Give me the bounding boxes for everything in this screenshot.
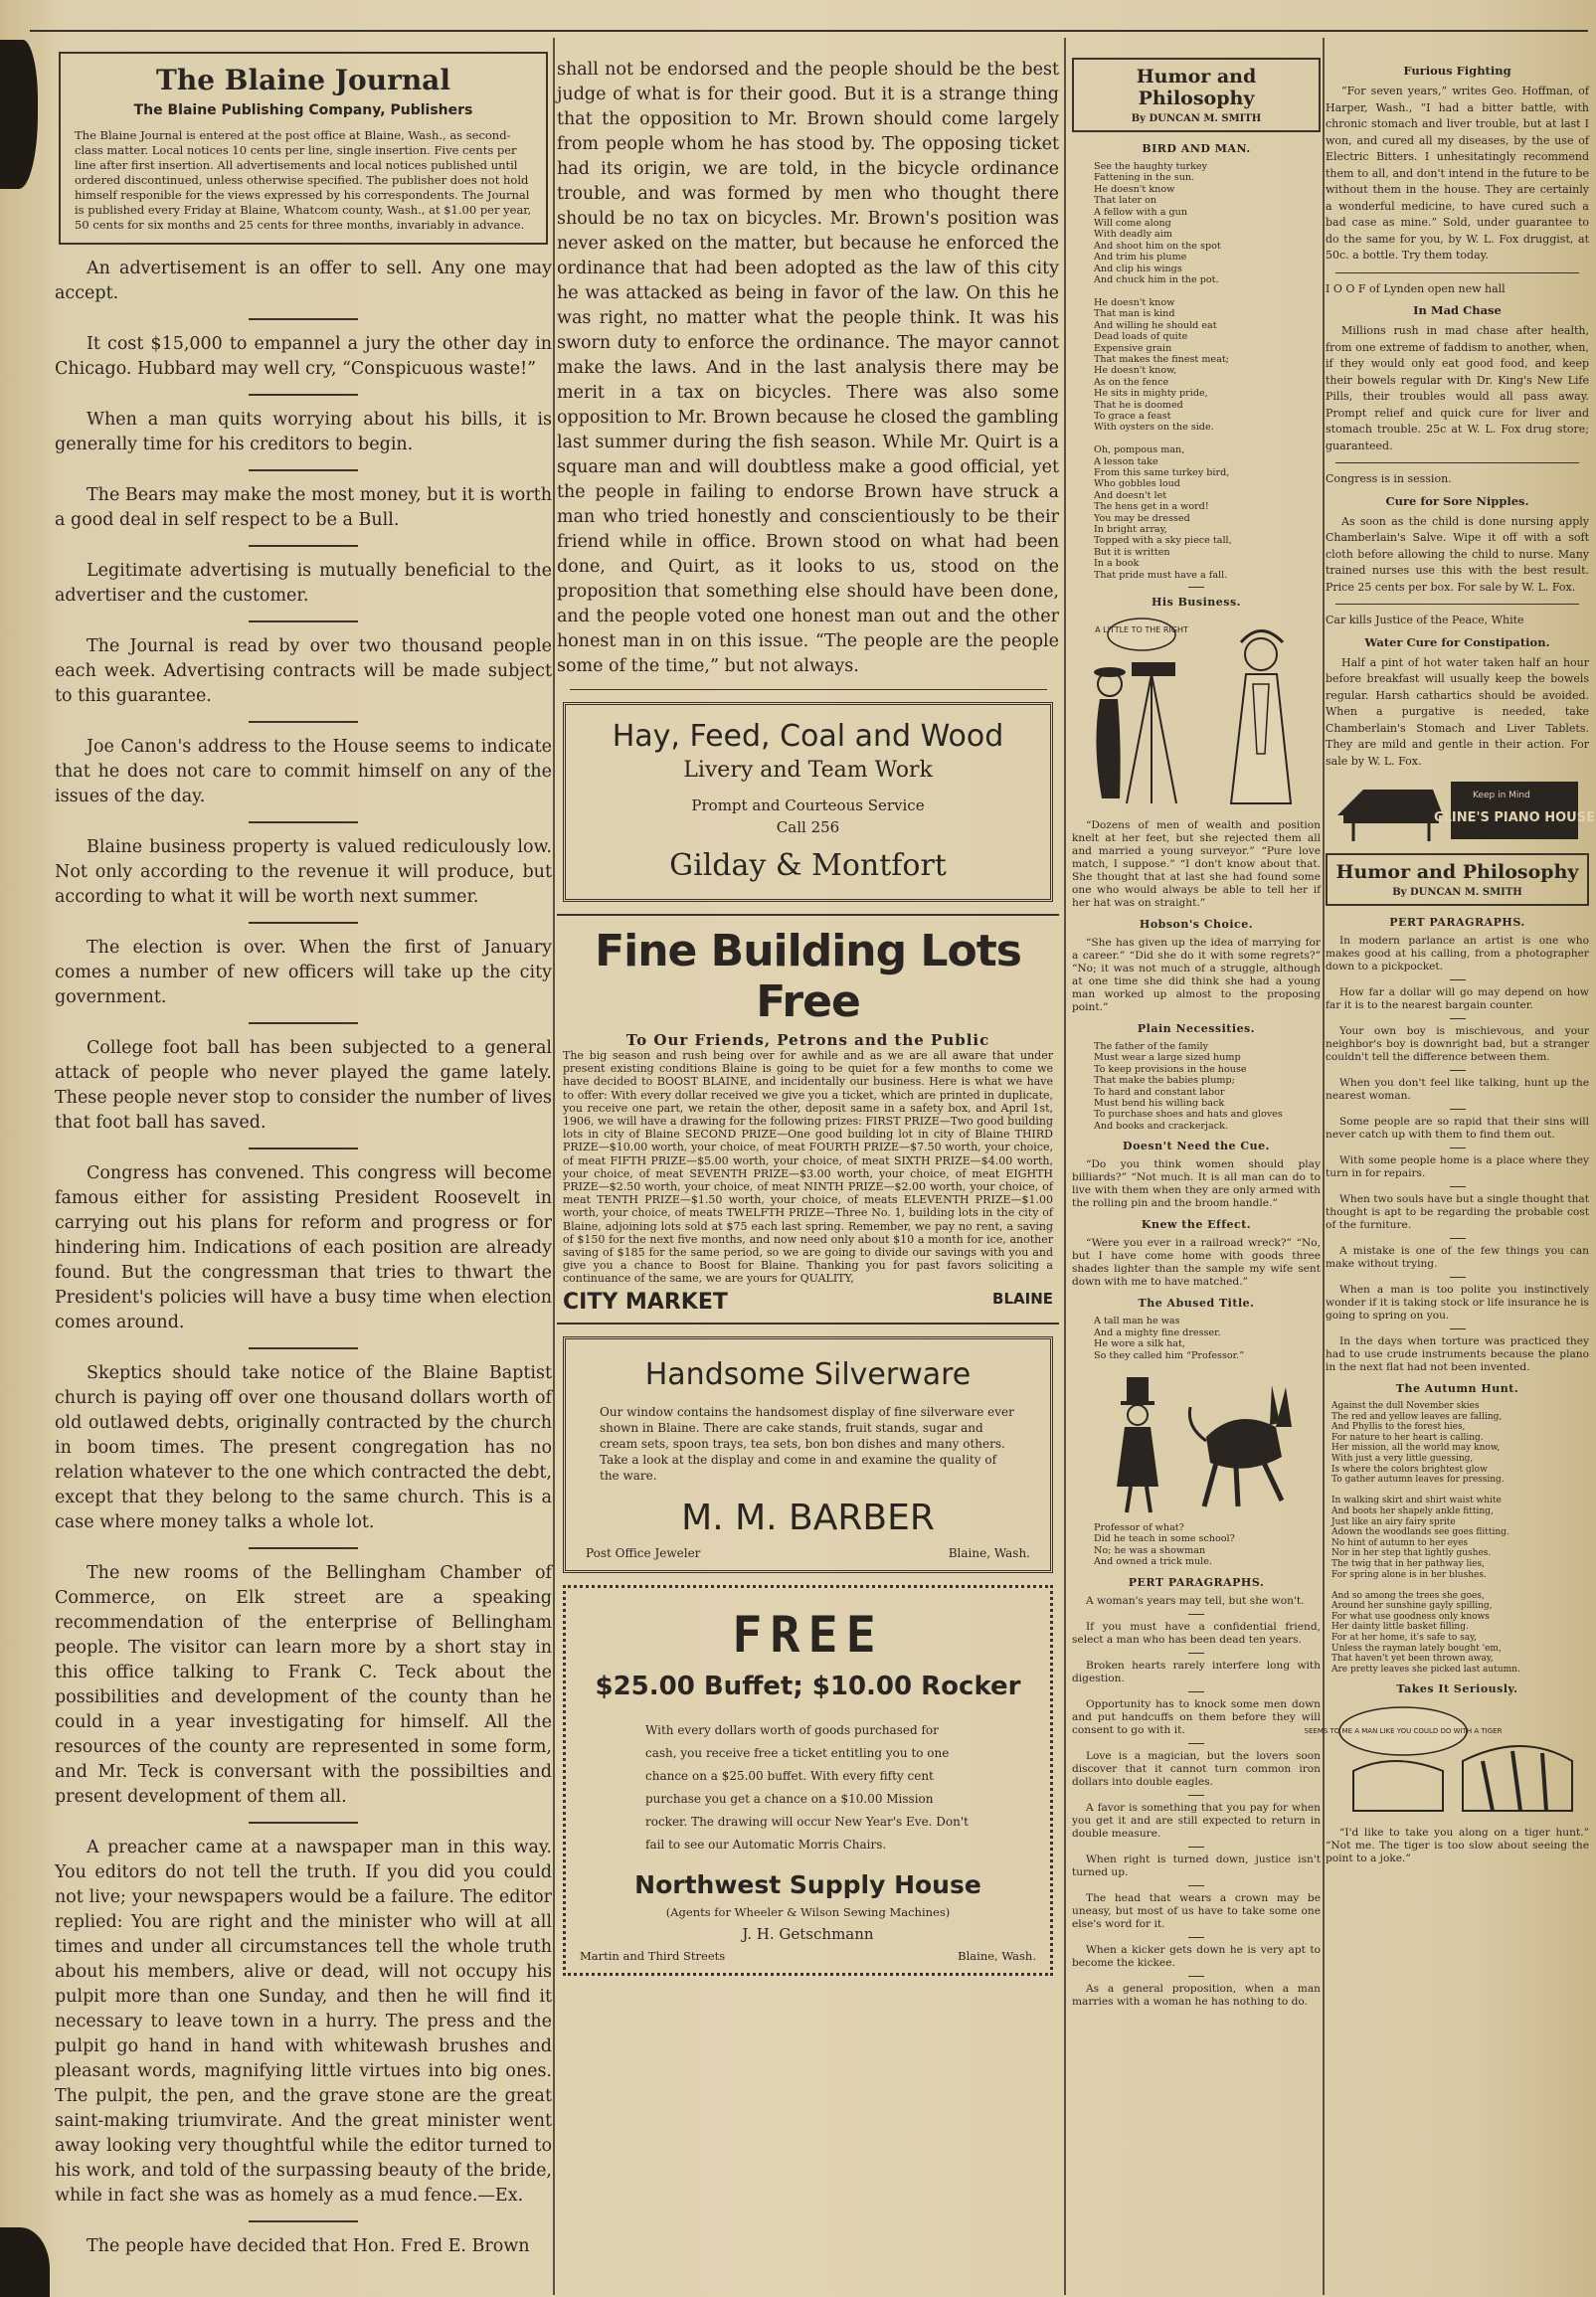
professor-mule-illustration (1087, 1367, 1306, 1516)
editorial-paragraph: Legitimate advertising is mutually beneficial to the advertiser and the customer. (55, 561, 552, 606)
pert2-paragraph: When a man is too polite you instinctively wonder if it is taking stock or life insurance he is going to spring on you. (1326, 1284, 1589, 1322)
separator (1188, 1743, 1204, 1744)
top-rule (30, 30, 1588, 32)
abused-text-2: Professor of what? Did he teach in some school? No; he was a showman And owned a trick mule. (1094, 1521, 1235, 1568)
separator (249, 394, 358, 396)
editorial-paragraph: College foot ball has been subjected to a general attack of people who never played the game lately. These people never stop to consider the number of lives that foot ball has saved. (55, 1038, 552, 1133)
plain-title: Plain Necessities. (1137, 1022, 1256, 1036)
hobson-title: Hobson's Choice. (1139, 918, 1254, 932)
separator (1188, 1847, 1204, 1848)
editorial-paragraph: An advertisement is an offer to sell. Any one may accept. (55, 259, 552, 303)
ad-free-address: Martin and Third Streets (580, 1948, 726, 1963)
separator (1335, 462, 1579, 463)
pert-title: PERT PARAGRAPHS. (1128, 1575, 1265, 1589)
ad-silverware (563, 1336, 1053, 1573)
separator (1188, 587, 1204, 588)
pert-paragraph: As a general proposition, when a man marries with a woman he has nothing to do. (1072, 1982, 1321, 2008)
separator (570, 689, 1047, 690)
ad-hay-phone: Call 256 (776, 818, 840, 836)
separator (249, 821, 358, 823)
humor-header (1072, 58, 1321, 132)
humor-header-2 (1326, 853, 1589, 906)
separator (249, 2220, 358, 2222)
humor-column (1072, 58, 1321, 2009)
ad-hay-feed (563, 702, 1053, 902)
column-rule (553, 38, 555, 2295)
piano-house-ad (1333, 776, 1595, 845)
separator (1188, 1937, 1204, 1938)
editorial-paragraph: Joe Canon's address to the House seems to indicate that he does not care to commit himself on any of the issues of the day. (55, 737, 552, 806)
hobson-text: “She has given up the idea of marrying for a career.” “Did she do it with some regrets?” “No; it was not much of a struggle, although at one time she did think she had a young man worked up almost to the proposing point.” (1072, 937, 1321, 1014)
serious-text: “I'd like to take you along on a tiger hunt.” “Not me. The tiger is too slow about seeing the point to a joke.” (1326, 1827, 1589, 1865)
editorial-paragraph: The election is over. When the first of January comes a number of new officers will take up the city government. (55, 938, 552, 1007)
pert-paragraph: Love is a magician, but the lovers soon discover that it cannot turn common iron dollars into double eagles. (1072, 1749, 1321, 1788)
editorial-paragraph: When a man quits worrying about his bills, it is generally time for his creditors to begin. (55, 410, 552, 454)
water-text: Half a pint of hot water taken half an hour before breakfast will usually keep the bowels regular. Harsh cathartics should be avoided. When a purgative is needed, take Chamberlain's Stomach and Liver Tablets. They are mild and gentle in their action. For sale by W. L. Fox. (1326, 655, 1589, 768)
humor-title-2: Humor and Philosophy (1335, 861, 1579, 883)
separator (249, 318, 358, 320)
pert2-paragraph: Some people are so rapid that their sins will never catch up with them to find them out. (1326, 1116, 1589, 1141)
fight-title: Furious Fighting (1403, 64, 1511, 78)
pert-paragraph: A woman's years may tell, but she won't. (1086, 1594, 1305, 1607)
pert2-paragraph: With some people home is a place where they turn in for repairs. (1326, 1154, 1589, 1179)
ad-silver-headline: Handsome Silverware (644, 1356, 972, 1392)
masthead-notice: The Blaine Journal is entered at the post office at Blaine, Wash., as second-class matter. Local notices 10 cents per line, single insertion. Five cents per line after first insertion. All advertisements and local notices published until ordered discontinued, unless otherwise specified. The publisher does not hold himself responible for the views expressed by his correspondents. The Journal is published every Friday at Blaine, Whatcom county, Wash., at $1.00 per year, 50 cents for six months and 25 cents for three months, invariably in advance. (75, 128, 532, 232)
separator (1450, 1018, 1466, 1019)
ad-lots-tagline: To Our Friends, Petrons and the Public (625, 1031, 990, 1049)
separator (1450, 1186, 1466, 1187)
effect-title: Knew the Effect. (1141, 1218, 1252, 1232)
iof-notice: I O O F of Lynden open new hall (1326, 281, 1506, 295)
pert-paragraph: A favor is something that you pay for when you get it and are still expected to return in double measure. (1072, 1801, 1321, 1840)
editorial-paragraph: The Journal is read by over two thousand people each week. Advertising contracts will be made subject to this guarantee. (55, 636, 552, 706)
separator (249, 1822, 358, 1824)
separator (249, 469, 358, 471)
editorial-paragraph: A preacher came at a nawspaper man in this way. You editors do not tell the truth. If you did you could not live; your newspapers would be a failure. The editor replied: You are right and the minister who will at all times and under all circumstances tell the whole truth about his members, alive or dead, will not occupy his pulpit more than one Sunday, and then he will find it necessary to leave town in a hurry. The press and the pulpit go hand in hand with whitewash brushes and pleasant words, magnifying little virtues into big ones. The pulpit, the pen, and the grave stone are the great saint-making triumvirate. And the great minister went away looking very thoughtful while the editor turned to his work, and told of the surpassing beauty of the bride, while in fact she was as homely as a mud fence.—Ex. (55, 1838, 552, 2206)
cartoon-sign-text: A LITTLE TO THE RIGHT (1095, 625, 1188, 635)
separator (249, 545, 358, 547)
editorial-paragraph: The Bears may make the most money, but it is worth a good deal in self respect to be a Bull. (55, 485, 552, 530)
congress-notice: Congress is in session. (1326, 472, 1452, 485)
abused-text: A tall man he was And a mighty fine dresser. He wore a silk hat, So they called him “Professor.” (1094, 1316, 1245, 1361)
separator (249, 721, 358, 723)
ad-lots-body: The big season and rush being over for awhile and as we are all aware that under present existing conditions Blaine is going to be quiet for a few months to come we have decided to BOOST BLAINE, and incidentally our business. Here is what we have to offer: With every dollar received we give you a ticket, which are printed in duplicate, you receive one part, we retain the other, deposit same in a safety box, and April 1st, 1906, we will have a drawing for the following prizes: FIRST PRIZE—Two good building lots in city of Blaine SECOND PRIZE—One good building lot in city of Blaine THIRD PRIZE—$10.00 worth, your choice, of meat FOURTH PRIZE—$7.50 worth, your choice, of meat FIFTH PRIZE—$5.00 worth, your choice, of meat SIXTH PRIZE—$4.00 worth, your choice, of meat SEVENTH PRIZE—$3.00 worth, your choice, of meat EIGHTH PRIZE—$2.50 worth, your choice, of meat NINTH PRIZE—$2.00 worth, your choice, of meat TENTH PRIZE—$1.50 worth, your choice, of meats ELEVENTH PRIZE—$1.00 worth, your choice, of meats TWELFTH PRIZE—Three No. 1, building lots in the city of Blaine, adjoining lots sold at $75 each last spring. Remember, we pay no rent, a saving of $150 for the next five months, and now need only about $10 a month for ice, another saving of $185 for the same period, so we are going to divide our savings with you and give you a chance to Boost for Blaine. Thanking you for past favors soliciting a continuance of the same, we are yours for QUALITY, (563, 1049, 1053, 1286)
ad-silver-title: Post Office Jeweler (586, 1545, 701, 1560)
piano-ad-name: CLINE'S PIANO HOUSE (1433, 810, 1595, 825)
ad-free-manager: J. H. Getschmann (742, 1924, 874, 1943)
plain-text: The father of the family Must wear a large sized hump To keep provisions in the house That make the babies plump; To hard and constant labor Must bend his willing back To purchase shoes and hats and gloves And books and crackerjack. (1094, 1041, 1283, 1132)
separator (1188, 1653, 1204, 1654)
separator (249, 1547, 358, 1549)
separator (1450, 1328, 1466, 1329)
ad-hay-name: Gilday & Montfort (669, 848, 947, 883)
humor-title: Humor and Philosophy (1136, 66, 1257, 109)
separator (1450, 1277, 1466, 1278)
water-title: Water Cure for Constipation. (1364, 634, 1550, 649)
pert2-paragraph: A mistake is one of the few things you can make without trying. (1326, 1245, 1589, 1270)
serious-title: Takes It Seriously. (1396, 1682, 1518, 1696)
separator (1335, 272, 1579, 273)
separator (1450, 1238, 1466, 1239)
ad-hay-subhead: Livery and Team Work (683, 758, 933, 783)
separator (1188, 1976, 1204, 1977)
pert2-paragraph: When you don't feel like talking, hunt up the nearest woman. (1326, 1077, 1589, 1102)
tiger-balloon-text: SEEMS TO ME A MAN LIKE YOU COULD DO WITH A TIGER (1304, 1727, 1502, 1736)
separator (249, 1347, 358, 1349)
effect-text: “Were you ever in a railroad wreck?” “No, but I have come home with goods three shades lighter than the sample my wife sent down with me to have matched.” (1072, 1237, 1321, 1289)
pert2-paragraph: In the days when torture was practiced they had to use crude instruments because the plano in the next flat had not been invented. (1326, 1335, 1589, 1373)
cartoon-caption: “Dozens of men of wealth and position knelt at her feet, but she rejected them all and married a young surveyor.” “Pure love match, I suppose.” “I don't know about that. She thought that at last she had found some one who would always be able to tell her if her hat was on straight.” (1072, 819, 1321, 910)
pert2-paragraph: How far a dollar will go may depend on how far it is to the nearest bargain counter. (1326, 986, 1589, 1011)
editorial-paragraph: Congress has convened. This congress will become famous either for assisting President Roosevelt in carrying out his plans for reform and progress or for hindering him. Indications of each position are already found. But the congressman that tries to thwart the President's policies will have a busy time when election comes around. (55, 1163, 552, 1332)
autumn-poem: Against the dull November skies The red and yellow leaves are falling, And Phyllis to the forest hies, For nature to her heart is calling. Her mission, all the world may know, With just a very little guessing, Is where the colors brightest glow To gather autumn leaves for pressing. In walking skirt and shirt waist white And boots her shapely ankle fitting, Just like an airy fairy sprite Adown the woodlands see goes flitting. No hint of autumn to her eyes Nor in her step that lightly gushes. The twig that in her pathway lies, For spring alone is in her blushes. And so among the trees she goes, Around her sunshine gayly spilling, For what use goodness only knows Her dainty little basket filling. For at her home, it's safe to say, Unless the rayman lately bought 'em, That haven't yet been thrown away, Are pretty leaves she picked last autumn. (1331, 1401, 1520, 1675)
editorial-column (55, 52, 552, 2259)
separator (1450, 979, 1466, 980)
poem-title: BIRD AND MAN. (1142, 142, 1251, 155)
ad-lots-headline: Fine Building Lots Free (595, 926, 1021, 1027)
chase-text: Millions rush in mad chase after health, from one extreme of faddism to another, when, if they would only eat good food, and keep their bowels regular with Dr. King's New Life Pills, their troubles would all pass away. Prompt relief and quick cure for liver and stomach trouble. 25c at W. L. Fox drug store; guaranteed. (1326, 324, 1589, 452)
pert-paragraph: When a kicker gets down he is very apt to become the kickee. (1072, 1943, 1321, 1969)
pert-paragraph: The head that wears a crown may be uneasy, but most of us have to take some one else's word for it. (1072, 1891, 1321, 1930)
humor-byline-2: By DUNCAN M. SMITH (1392, 887, 1522, 898)
torn-edge-bottom (0, 2227, 50, 2297)
separator (1188, 1795, 1204, 1796)
cue-title: Doesn't Need the Cue. (1123, 1140, 1270, 1153)
masthead-publisher: The Blaine Publishing Company, Publishers (133, 102, 473, 118)
editorial-paragraph: Skeptics should take notice of the Blaine Baptist church is paying off over one thousand dollars worth of old outlawed debts, originally contracted by the church in boom times. The present congregation has no relation whatever to the one which contracted the debt, except that they belong to the same church. This is a case where money talks a whole lot. (55, 1363, 552, 1532)
abused-title: The Abused Title. (1138, 1297, 1255, 1311)
ad-silver-place: Blaine, Wash. (948, 1545, 1030, 1560)
ad-hay-service: Prompt and Courteous Service (691, 796, 925, 814)
separator (249, 1022, 358, 1024)
masthead-title: The Blaine Journal (156, 64, 450, 96)
ad-silver-merchant: M. M. BARBER (681, 1497, 935, 1538)
ad-lots-place: BLAINE (992, 1289, 1053, 1308)
notices-column (1304, 58, 1595, 1865)
piano-ad-mind: Keep in Mind (1472, 791, 1530, 800)
fight-text: “For seven years,” writes Geo. Hoffman, of Harper, Wash., “I had a bitter battle, with chronic stomach and liver trouble, but at last I won, and cured all my diseases, by the use of Electric Bitters. I unhesitatingly recommend them to all, and don't intend in the future to be without them in the house. They are certainly a wonderful medicine, to have cured such a bad case as mine.” Sold, under guarantee to do the same for you, by W. L. Fox druggist, at 50c. a bottle. Try them today. (1326, 85, 1589, 262)
separator (249, 1148, 358, 1149)
tiger-cartoon-illustration (1304, 1701, 1582, 1821)
editorial-paragraph: The people have decided that Hon. Fred E. Brown (87, 2236, 530, 2256)
editorial-paragraph: Blaine business property is valued rediculously low. Not only according to the revenue it will produce, but according to what it will be worth next summer. (55, 837, 552, 907)
column-rule (1064, 38, 1066, 2295)
cartoon-title: His Business. (1152, 596, 1241, 610)
separator (1188, 1614, 1204, 1615)
ad-silver-body: Our window contains the handsomest display of fine silverware ever shown in Blaine. There are cake stands, fruit stands, sugar and cream sets, spoon trays, tea sets, bon bon dishes and many others. Take a look at the display and come in and examine the quality of the ware. (600, 1404, 1014, 1483)
pert-paragraph: When right is turned down, justice isn't turned up. (1072, 1853, 1321, 1878)
justice-notice: Car kills Justice of the Peace, White (1326, 614, 1524, 626)
torn-edge (0, 40, 38, 189)
ad-hay-headline: Hay, Feed, Coal and Wood (612, 719, 1004, 754)
surveyor-cartoon-illustration (1082, 615, 1311, 813)
ad-free-agents: (Agents for Wheeler & Wilson Sewing Machines) (665, 1904, 951, 1919)
ad-lots-merchant: CITY MARKET (563, 1289, 728, 1315)
pert2-paragraph: In modern parlance an artist is one who makes good at his calling, from a photographer down to a pickpocket. (1326, 935, 1589, 972)
autumn-title: The Autumn Hunt. (1395, 1382, 1519, 1395)
column-rule (1323, 38, 1325, 2295)
separator (249, 922, 358, 924)
separator (1188, 1885, 1204, 1886)
ad-free-place: Blaine, Wash. (958, 1948, 1036, 1963)
nipples-title: Cure for Sore Nipples. (1385, 493, 1529, 508)
center-column (557, 58, 1059, 1988)
editorial-continued: shall not be endorsed and the people should be the best judge of what is for their good. But it is a strange thing that the opposition to Mr. Brown should come largely from people whom he has stood by. The opposing ticket had its origin, we are told, in the bicycle ordinance trouble, and was formed by men who thought there should be no tax on bicycles. Mr. Brown's position was never asked on the matter, but because he enforced the ordinance that had been adopted as the law of this city he was attacked as being in favor of the law. On this he was right, no matter what the people think. It was his sworn duty to enforce the ordinance. The mayor cannot make the laws. And in the last analysis there may be merit in a tax on bicycles. There was also some opposition to Mr. Brown because he closed the gambling last summer during the fish season. While Mr. Quirt is a square man and will doubtless make a good official, yet the people in failing to endorse Brown have struck a man who tried honestly and conscientiously to be their friend while in office. Brown stood on what had been done, and Quirt, as it looks to us, stood on the proposition that something else should have been done, and the people voted one honest man out and the other honest man in on this issue. “The people are the people some of the time,” but not always. (557, 60, 1059, 676)
pert2-paragraph: Your own boy is mischievous, and your neighbor's boy is downright bad, but a stranger couldn't tell the difference between them. (1326, 1025, 1589, 1063)
pert-paragraph: If you must have a confidential friend, select a man who has been dead ten years. (1072, 1620, 1321, 1646)
editorial-paragraph: The new rooms of the Bellingham Chamber of Commerce, on Elk street are a speaking recommendation of the enterprise of Bellingham people. The visitor can learn more by a short stay in this office talking to Frank C. Teck about the possibilities and development of the county than he could in a year investigating for himself. All the resources of the county are represented in some form, and Mr. Teck is conversant with the possibilties and present development of them all. (55, 1563, 552, 1807)
separator (249, 620, 358, 622)
separator (1335, 604, 1579, 605)
ad-free-headline: FREE (732, 1605, 884, 1664)
separator (1450, 1109, 1466, 1110)
ad-free-merchant: Northwest Supply House (634, 1869, 981, 1899)
pert-paragraph: Broken hearts rarely interfere long with digestion. (1072, 1659, 1321, 1684)
nipples-text: As soon as the child is done nursing apply Chamberlain's Salve. Wipe it off with a soft cloth before allowing the child to nurse. Many trained nurses use this with the best result. Price 25 cents per box. For sale by W. L. Fox. (1326, 514, 1589, 594)
ad-free-offer: $25.00 Buffet; $10.00 Rocker (595, 1671, 1021, 1701)
ad-building-lots (557, 914, 1059, 1325)
separator (1450, 1070, 1466, 1071)
humor-byline: By DUNCAN M. SMITH (1131, 113, 1262, 124)
pert2-paragraph: When two souls have but a single thought that thought is apt to be regarding the probable cost of the furniture. (1326, 1193, 1589, 1231)
cue-text: “Do you think women should play billiards?” “Not much. It is all man can do to live with them when they are only armed with the rolling pin and the broom handle.” (1072, 1158, 1321, 1210)
chase-title: In Mad Chase (1413, 303, 1502, 317)
pert2-title: PERT PARAGRAPHS. (1389, 916, 1525, 929)
separator (1188, 1691, 1204, 1692)
masthead (59, 52, 548, 245)
poem-text: See the haughty turkey Fattening in the sun. He doesn't know That later on A fellow with a gun Will come along With deadly aim And shoot him on the spot And trim his plume And clip his wings And chuck him in the pot. He doesn't know That man is kind And willing he should eat Dead loads of quite Expensive grain That makes the finest meat; He doesn't know, As on the fence He sits in mighty pride, That he is doomed To grace a feast With oysters on the side. Oh, pompous man, A lesson take From this same turkey bird, Who gobbles loud And doesn't let The hens get in a word! You may be dressed In bright array, Topped with a sky piece tall, But it is written In a book That pride must have a fall. (1094, 161, 1232, 581)
ad-free-body: With every dollars worth of goods purchased for cash, you receive free a ticket entitling you to one chance on a $25.00 buffet. With every fifty cent purchase you get a chance on a $10.00 Mission rocker. The drawing will occur New Year's Eve. Don't fail to see our Automatic Morris Chairs. (645, 1722, 969, 1852)
editorial-paragraph: It cost $15,000 to empannel a jury the other day in Chicago. Hubbard may well cry, “Conspicuous waste!” (55, 334, 552, 379)
pert-paragraph: Opportunity has to knock some men down and put handcuffs on them before they will consent to go with it. (1072, 1697, 1321, 1736)
ad-free-buffet (563, 1585, 1053, 1976)
